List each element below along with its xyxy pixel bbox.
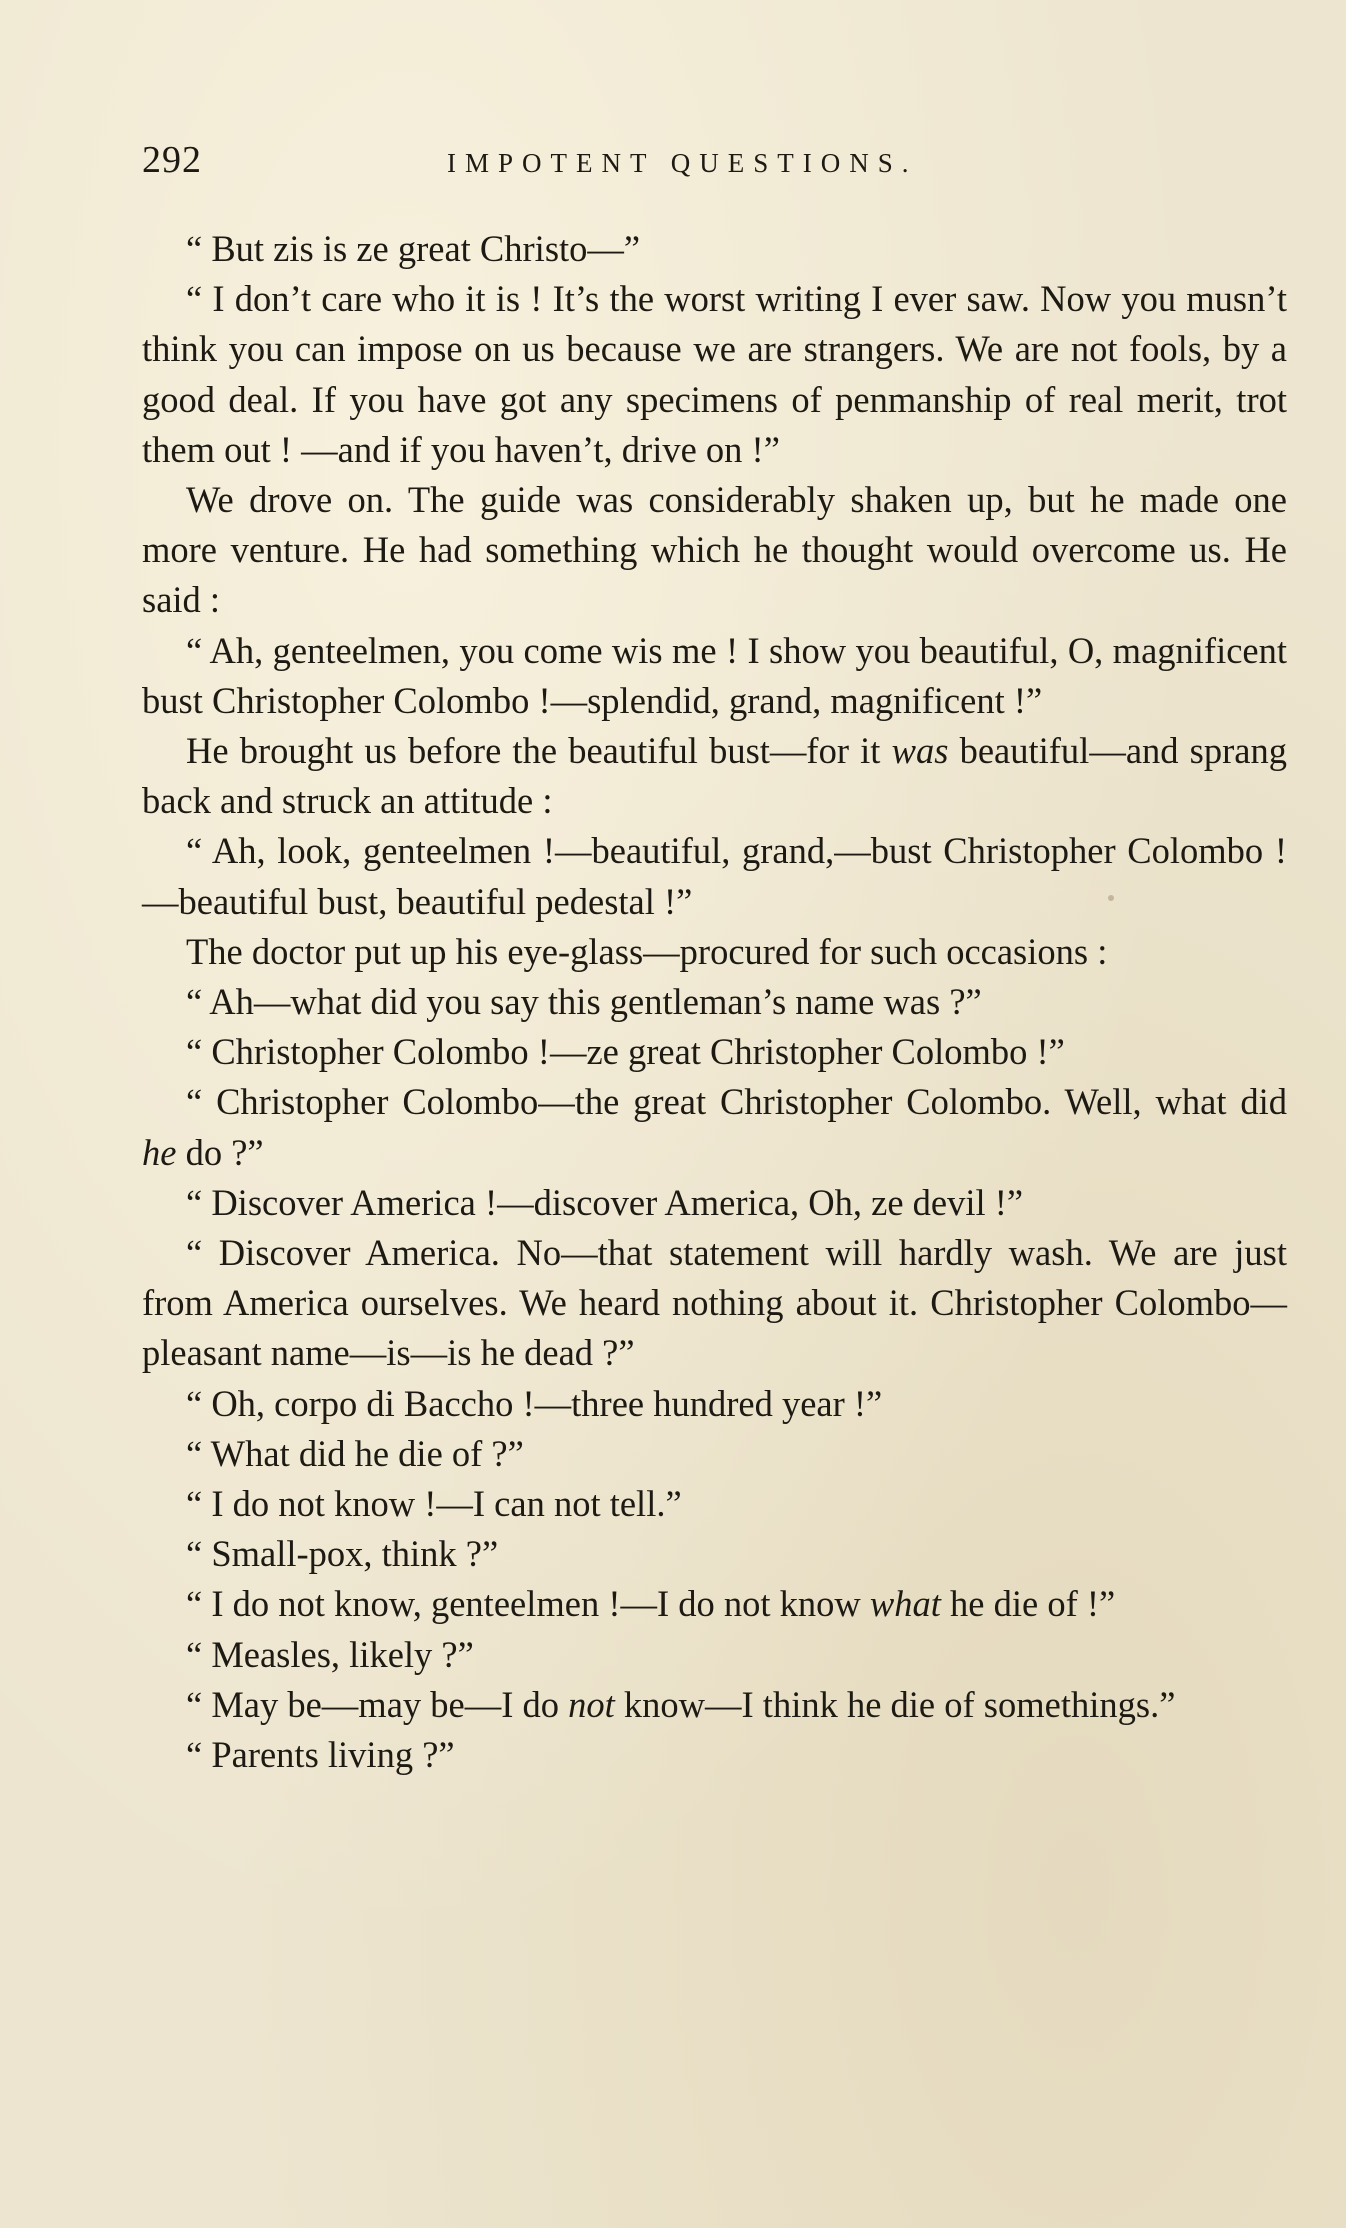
paragraph (142, 1579, 1287, 1629)
paragraph: “ Parents living ?” (186, 1734, 455, 1776)
paragraph: “ Small-pox, think ?” (186, 1533, 499, 1575)
paragraph: “ Ah—what did you say this gentleman’s name was ?” (186, 981, 982, 1023)
emphasis-text: what (869, 1583, 941, 1625)
paragraph: “ I don’t care who it is ! It’s the worst writing I ever saw. Now you musn’t think you can impose on us because we are strangers. We are not fools, by a good deal. If you have got any specimens of penmanship of real merit, trot them out ! —and if you haven’t, drive on !” (142, 278, 1287, 470)
body-text (142, 224, 1287, 1780)
emphasis-text: not (568, 1683, 615, 1725)
paragraph: “ Christopher Colombo !—ze great Christopher Colombo !” (186, 1031, 1065, 1073)
paragraph-text: He brought us before the beautiful bust—for it (186, 730, 892, 772)
paragraph (142, 726, 1287, 826)
paragraph-text: he die of !” (940, 1583, 1116, 1625)
paragraph-text: “ I do not know, genteelmen !—I do not know (186, 1583, 870, 1625)
page-number: 292 (142, 139, 202, 181)
running-head-title: IMPOTENT QUESTIONS. (447, 148, 918, 178)
paragraph: We drove on. The guide was considerably shaken up, but he made one more venture. He had something which he thought would overcome us. He said : (142, 479, 1287, 621)
paragraph: “ But zis is ze great Christo—” (186, 228, 641, 269)
paragraph: “ What did he die of ?” (186, 1432, 524, 1474)
paragraph: “ I do not know !—I can not tell.” (186, 1483, 682, 1525)
paragraph-text: know—I think he die of somethings.” (614, 1683, 1176, 1725)
paragraph (142, 1077, 1287, 1177)
paragraph: The doctor put up his eye-glass—procured for such occasions : (186, 930, 1108, 972)
paragraph-text: beautiful—and sprang back and struck an attitude : (142, 730, 1287, 822)
paragraph-text: “ Christopher Colombo—the great Christopher Colombo. Well, what did (186, 1081, 1287, 1123)
paragraph-text: do ?” (176, 1131, 264, 1173)
running-head (142, 138, 1292, 198)
paragraph: “ Ah, look, genteelmen !—beautiful, grand,—bust Christopher Colombo !—beautiful bust, beautiful pedestal !” (142, 830, 1287, 922)
emphasis-text: was (891, 730, 949, 772)
paragraph: “ Measles, likely ?” (186, 1633, 474, 1675)
emphasis-text: he (142, 1131, 177, 1173)
paragraph: “ Ah, genteelmen, you come wis me ! I show you beautiful, O, magnificent bust Christopher Colombo !—splendid, grand, magnificent !” (142, 629, 1287, 721)
paragraph: “ Discover America !—discover America, Oh, ze devil !” (186, 1181, 1024, 1223)
paragraph-text: “ May be—may be—I do (186, 1683, 569, 1725)
paragraph: “ Oh, corpo di Baccho !—three hundred year !” (186, 1382, 883, 1424)
paragraph (142, 1680, 1287, 1730)
ink-speck (1108, 895, 1114, 901)
paragraph: “ Discover America. No—that statement will hardly wash. We are just from America ourselves. We heard nothing about it. Christopher Colombo—pleasant name—is—is he dead ?” (142, 1232, 1287, 1374)
